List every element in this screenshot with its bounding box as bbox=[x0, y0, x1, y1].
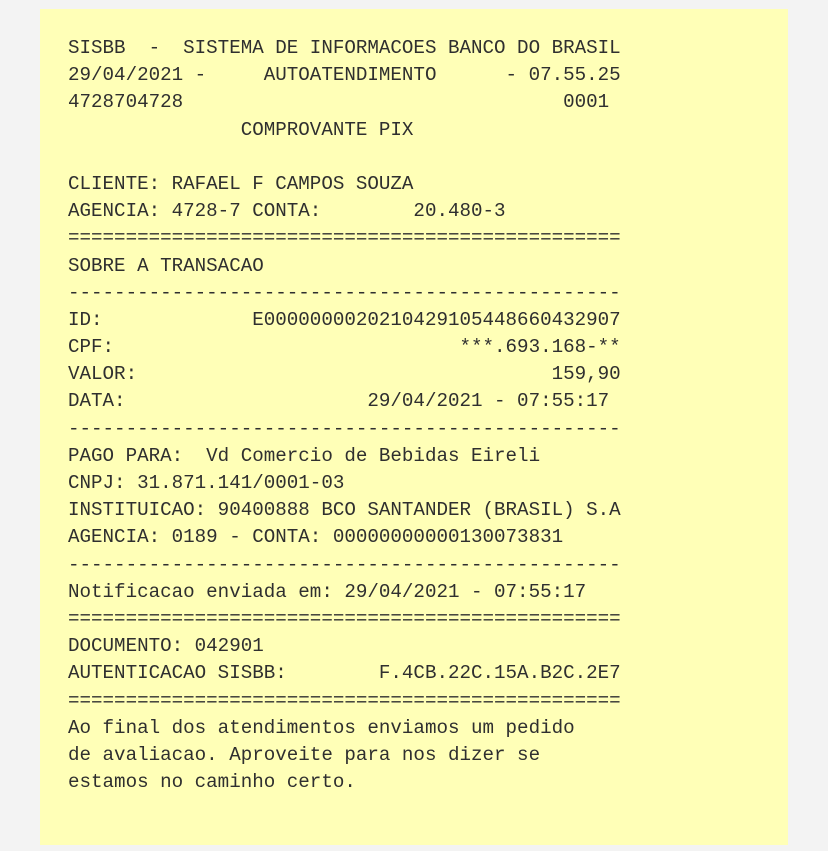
payee-institution-line: INSTITUICAO: 90400888 BCO SANTANDER (BRASIL) S.A bbox=[68, 499, 621, 522]
transaction-value-line: VALOR: 159,90 bbox=[68, 363, 621, 386]
payee-cnpj-line: CNPJ: 31.871.141/0001-03 bbox=[68, 472, 345, 494]
transaction-date-line: DATA: 29/04/2021 - 07:55:17 bbox=[68, 390, 610, 413]
double-divider: ================================================ bbox=[68, 689, 621, 712]
pix-receipt bbox=[40, 9, 788, 845]
single-divider: ------------------------------------------------ bbox=[68, 281, 621, 304]
blank-line bbox=[68, 144, 788, 171]
header-terminal-line: 4728704728 0001 bbox=[68, 91, 610, 114]
payee-name-line: PAGO PARA: Vd Comercio de Bebidas Eireli bbox=[68, 444, 541, 467]
transaction-cpf-line: CPF: ***.693.168-** bbox=[68, 336, 621, 359]
client-account-line: AGENCIA: 4728-7 CONTA: 20.480-3 bbox=[68, 200, 506, 223]
payee-account-line: AGENCIA: 0189 - CONTA: 00000000000130073831 bbox=[68, 526, 564, 549]
double-divider: ================================================ bbox=[68, 227, 621, 250]
transaction-section-title: SOBRE A TRANSACAO bbox=[68, 254, 264, 277]
transaction-id-line: ID: E0000000020210429105448660432907 bbox=[68, 308, 621, 331]
footer-message-line: de avaliacao. Aproveite para nos dizer se bbox=[68, 743, 541, 766]
footer-message-line: Ao final dos atendimentos enviamos um pedido bbox=[68, 716, 575, 739]
authentication-line: AUTENTICACAO SISBB: F.4CB.22C.15A.B2C.2E7 bbox=[68, 662, 621, 685]
header-system-line: SISBB - SISTEMA DE INFORMACOES BANCO DO BRASIL bbox=[68, 37, 621, 59]
single-divider: ------------------------------------------------ bbox=[68, 553, 621, 576]
header-date-time-line: 29/04/2021 - AUTOATENDIMENTO - 07.55.25 bbox=[68, 64, 621, 87]
notification-line: Notificacao enviada em: 29/04/2021 - 07:55:17 bbox=[68, 580, 587, 603]
single-divider: ------------------------------------------------ bbox=[68, 417, 621, 440]
double-divider: ================================================ bbox=[68, 607, 621, 630]
footer-message-line: estamos no caminho certo. bbox=[68, 771, 356, 794]
receipt-title: COMPROVANTE PIX bbox=[68, 118, 414, 141]
client-name-line: CLIENTE: RAFAEL F CAMPOS SOUZA bbox=[68, 172, 414, 195]
document-number-line: DOCUMENTO: 042901 bbox=[68, 635, 264, 658]
